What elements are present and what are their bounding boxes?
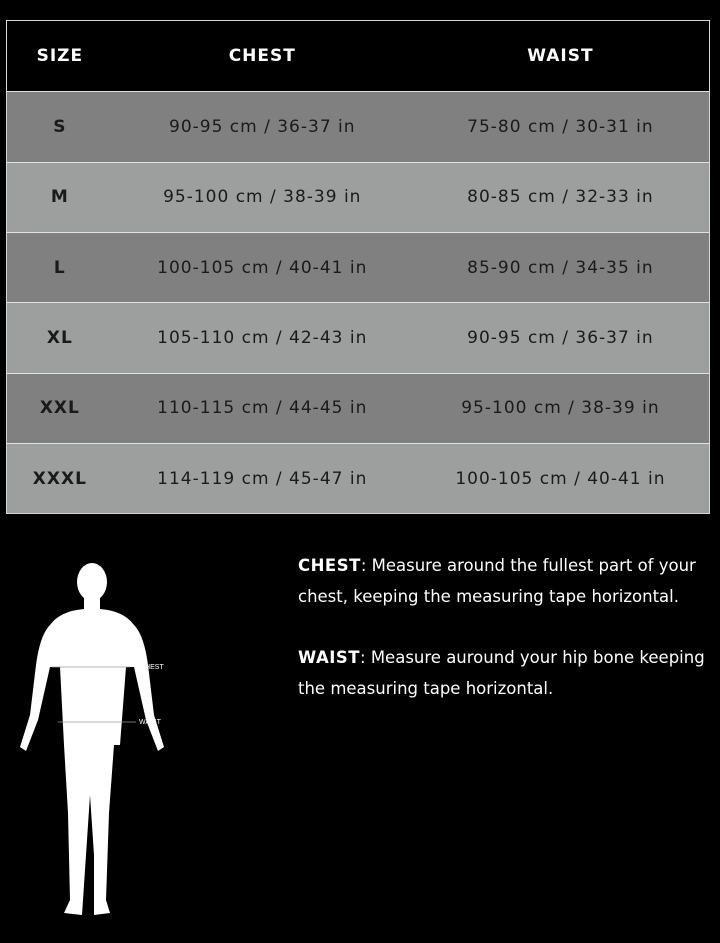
size-cell: XXL xyxy=(39,398,80,419)
size-chart-table xyxy=(6,20,710,514)
size-cell: L xyxy=(53,257,66,278)
chest-term: CHEST xyxy=(298,556,361,575)
waist-text: : Measure auround your hip bone keeping the measuring tape horizontal. xyxy=(298,648,705,698)
waist-cell: 85-90 cm / 34-35 in xyxy=(467,257,654,278)
size-cell: M xyxy=(50,187,69,208)
waist-cell: 95-100 cm / 38-39 in xyxy=(461,398,660,419)
waist-cell: 90-95 cm / 36-37 in xyxy=(467,327,654,348)
chest-text: : Measure around the fullest part of your chest, keeping the measuring tape horizontal. xyxy=(298,556,696,606)
size-cell: XXXL xyxy=(32,468,87,489)
table-row xyxy=(7,91,709,161)
chest-cell: 100-105 cm / 40-41 in xyxy=(157,257,368,278)
table-row xyxy=(7,443,709,513)
chest-figure-label: CHEST xyxy=(140,664,164,671)
table-header-row xyxy=(7,21,709,91)
header-size: SIZE xyxy=(36,46,84,67)
measurement-instructions xyxy=(298,551,718,705)
human-silhouette-icon xyxy=(20,563,164,915)
table-row xyxy=(7,302,709,372)
chest-instruction xyxy=(298,551,718,612)
waist-cell: 80-85 cm / 32-33 in xyxy=(467,187,654,208)
waist-figure-label: WAIST xyxy=(139,719,161,726)
body-measurement-figure xyxy=(10,555,180,930)
table-row xyxy=(7,232,709,302)
chest-cell: 95-100 cm / 38-39 in xyxy=(163,187,362,208)
chest-cell: 90-95 cm / 36-37 in xyxy=(169,116,356,137)
table-row xyxy=(7,373,709,443)
waist-cell: 100-105 cm / 40-41 in xyxy=(455,468,666,489)
chest-cell: 114-119 cm / 45-47 in xyxy=(157,468,368,489)
size-cell: XL xyxy=(46,327,73,348)
chest-cell: 105-110 cm / 42-43 in xyxy=(157,327,368,348)
size-cell: S xyxy=(53,116,67,137)
header-chest: CHEST xyxy=(228,46,296,67)
table-row xyxy=(7,162,709,232)
waist-term: WAIST xyxy=(298,648,361,668)
header-waist: WAIST xyxy=(527,46,594,67)
waist-cell: 75-80 cm / 30-31 in xyxy=(467,116,654,137)
chest-cell: 110-115 cm / 44-45 in xyxy=(157,398,368,419)
waist-instruction xyxy=(298,643,718,704)
